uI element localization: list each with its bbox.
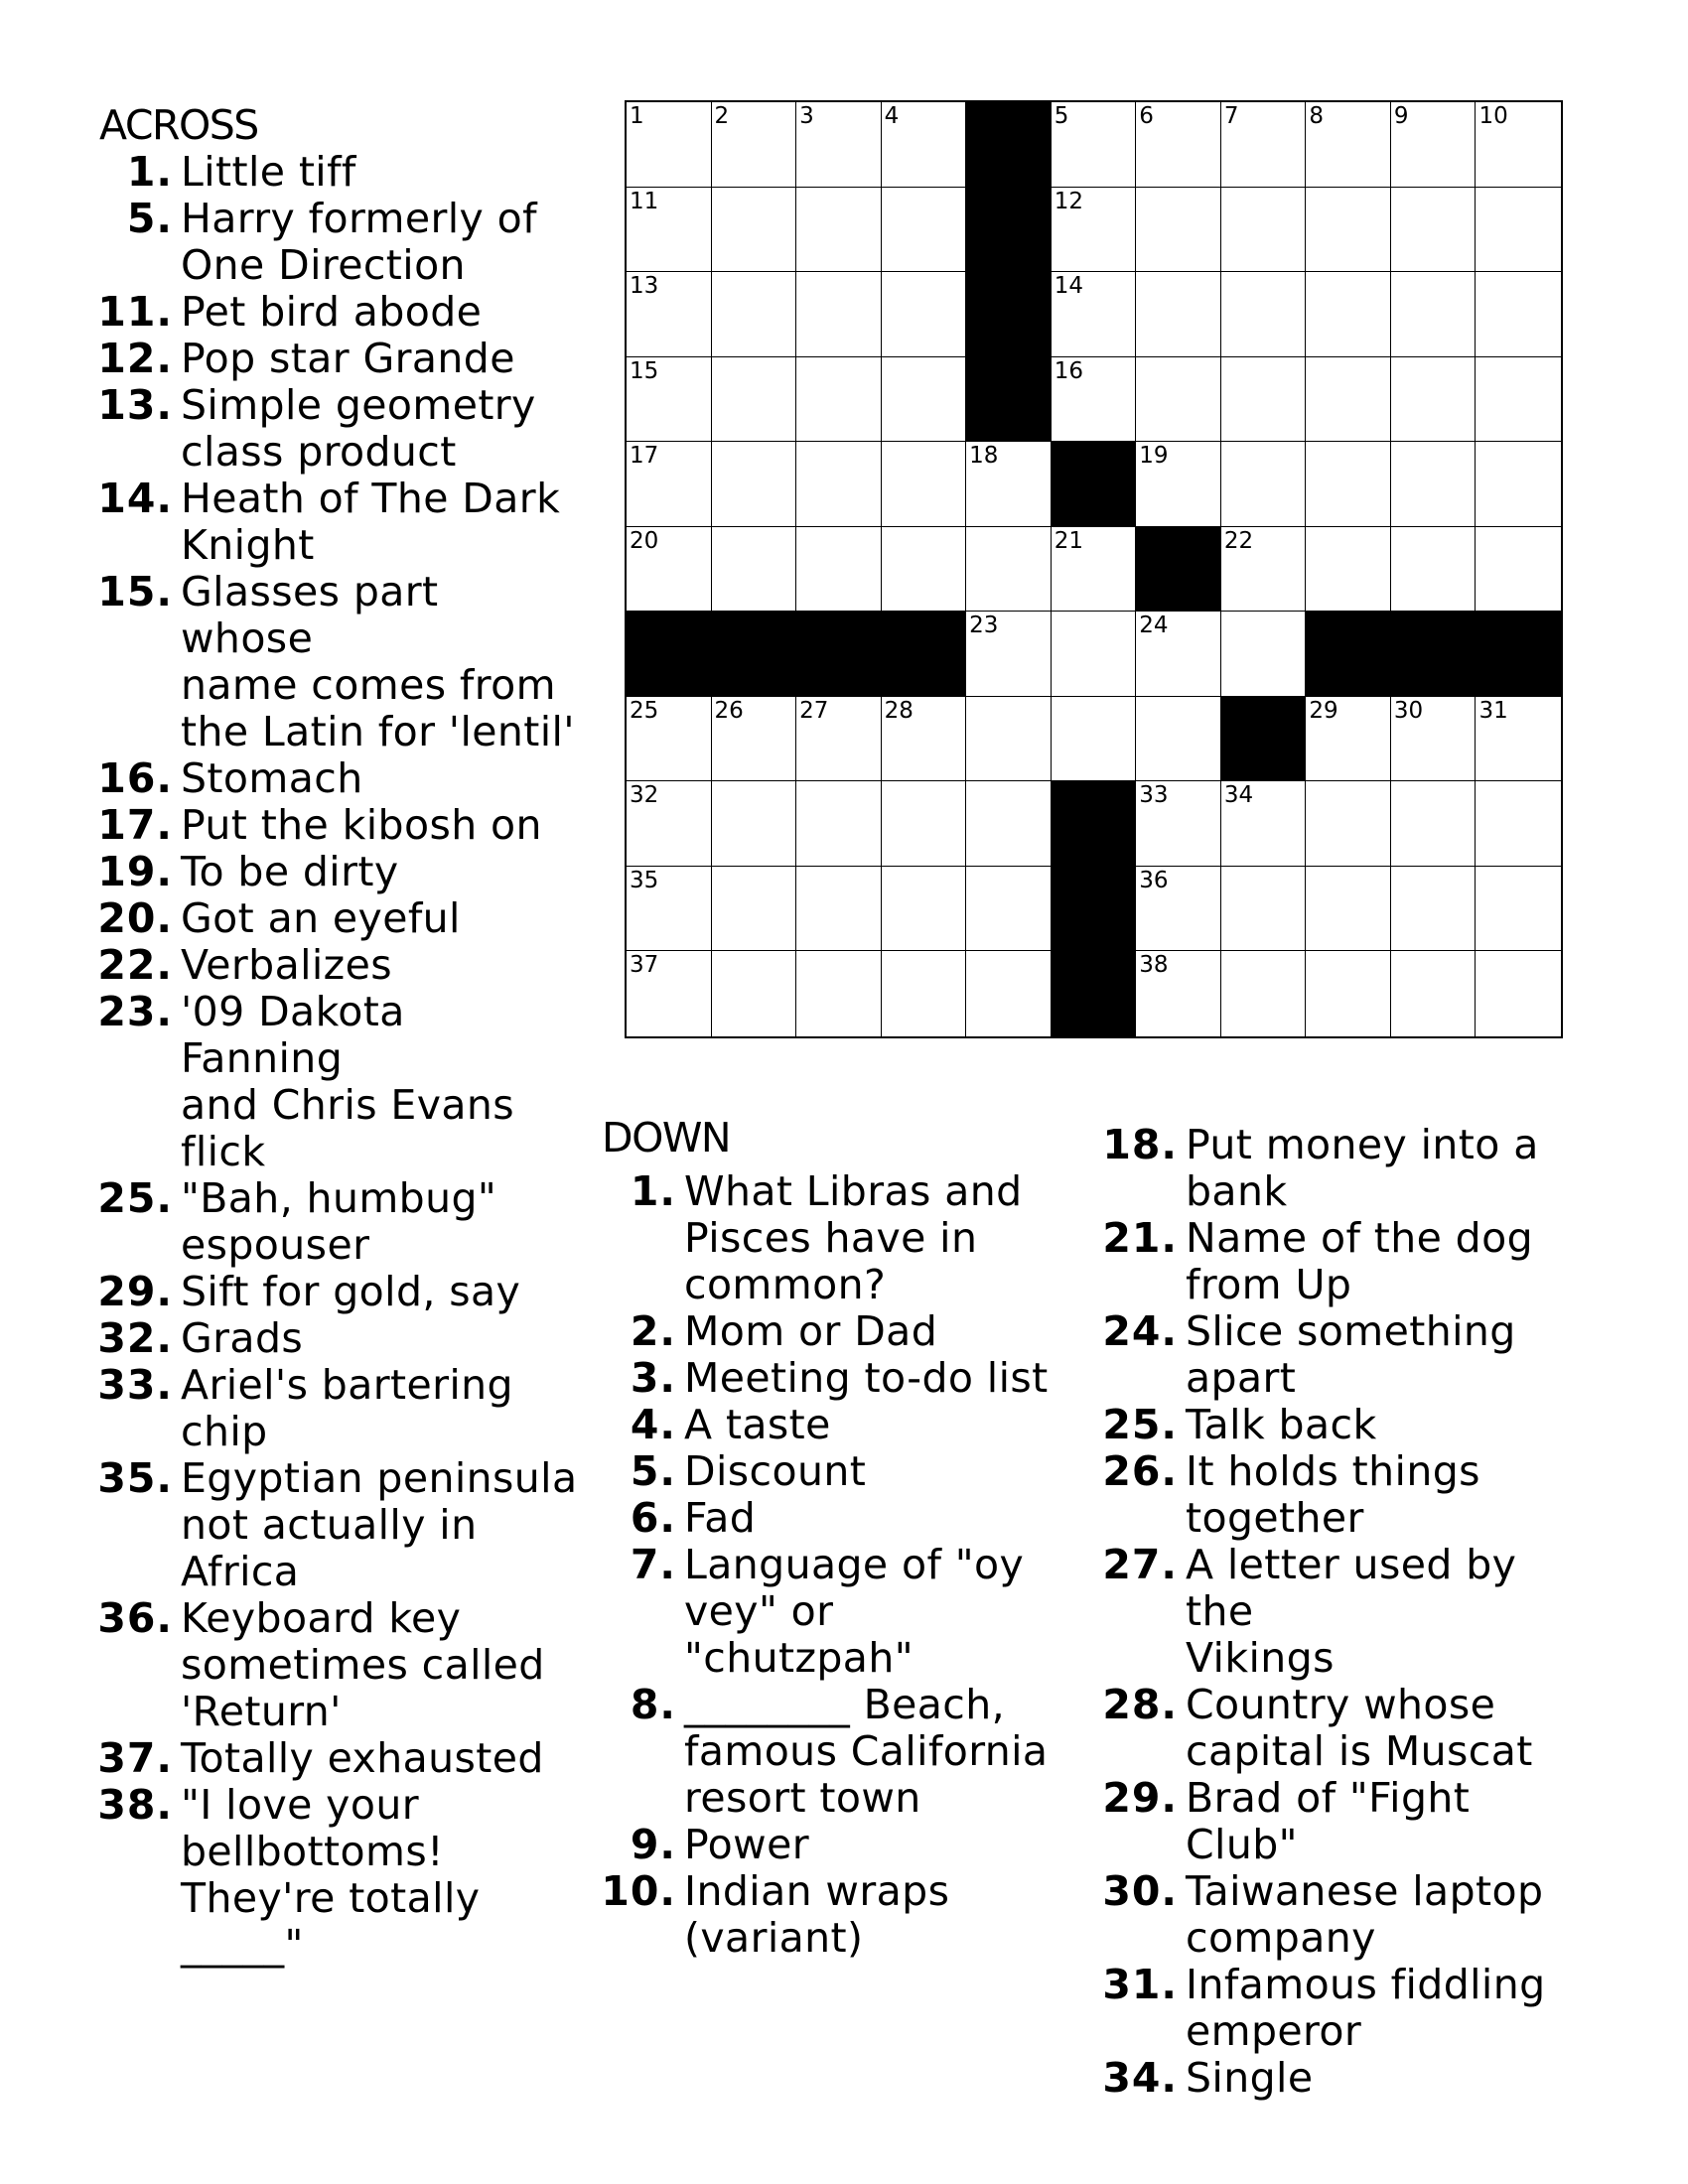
black-square (1136, 527, 1221, 613)
clue-number: 24. (1102, 1307, 1178, 1355)
cell-number: 2 (714, 103, 730, 129)
grid-cell[interactable] (627, 188, 712, 273)
black-square (712, 612, 797, 697)
across-clue (97, 1594, 578, 1735)
down-clue (1102, 1447, 1583, 1542)
cell-number: 25 (630, 697, 659, 724)
grid-cell[interactable] (1221, 951, 1307, 1036)
down-clue (1102, 1961, 1583, 2055)
down-clue-list-left (601, 1167, 1066, 1962)
grid-cell[interactable] (1391, 697, 1477, 782)
black-square (1391, 612, 1477, 697)
down-clue-list-right (1102, 1121, 1583, 2102)
grid-cell[interactable] (712, 272, 797, 357)
cell-number: 21 (1054, 527, 1083, 554)
across-clue (97, 1454, 578, 1595)
grid-cell[interactable] (712, 188, 797, 273)
down-clue (630, 1681, 1066, 1822)
black-square (966, 102, 1052, 188)
clue-text: Totally exhausted (181, 1734, 544, 1782)
down-clue (1102, 1121, 1583, 1215)
grid-cell[interactable] (1476, 951, 1561, 1036)
black-square (1052, 781, 1137, 867)
grid-cell[interactable] (1306, 867, 1391, 952)
cell-number: 5 (1054, 103, 1069, 129)
clue-text: "Bah, humbug" espouser (181, 1174, 497, 1269)
black-square (966, 357, 1052, 443)
across-clue (97, 335, 578, 382)
clue-text: Mom or Dad (684, 1307, 938, 1355)
grid-cell[interactable] (1391, 272, 1477, 357)
clue-number: 22. (97, 941, 173, 989)
across-clue (97, 1361, 578, 1455)
clue-number: 31. (1102, 1961, 1178, 2008)
grid-cell[interactable] (1306, 781, 1391, 867)
black-square (1306, 612, 1391, 697)
clue-text: Discount (684, 1447, 867, 1495)
grid-cell[interactable] (882, 527, 967, 613)
clue-number: 36. (97, 1594, 173, 1642)
grid-cell[interactable] (1136, 102, 1221, 188)
clue-number: 23. (97, 988, 173, 1035)
grid-cell[interactable] (796, 697, 882, 782)
black-square (1052, 442, 1137, 527)
cell-number: 23 (969, 613, 999, 639)
grid-cell[interactable] (627, 781, 712, 867)
grid-cell[interactable] (627, 527, 712, 613)
down-clue (1102, 2054, 1583, 2102)
clue-text: Power (684, 1821, 809, 1868)
cell-number: 14 (1054, 273, 1083, 300)
grid-cell[interactable] (1391, 442, 1477, 527)
grid-cell[interactable] (627, 951, 712, 1036)
across-clue (97, 1734, 578, 1782)
clue-number: 27. (1102, 1541, 1178, 1588)
clue-text: Simple geometry class product (181, 381, 536, 476)
down-clue (630, 1167, 1066, 1308)
cell-number: 30 (1393, 697, 1424, 724)
grid-cell[interactable] (1476, 357, 1561, 443)
down-clue (630, 1447, 1066, 1495)
grid-cell[interactable] (1306, 357, 1391, 443)
across-heading: ACROSS (99, 101, 258, 149)
black-square (1476, 612, 1561, 697)
clue-text: '09 Dakota Fanning and Chris Evans flick (181, 988, 515, 1175)
clue-number: 8. (630, 1681, 676, 1728)
grid-cell[interactable] (1221, 442, 1307, 527)
across-clue (97, 1314, 578, 1362)
grid-cell[interactable] (796, 442, 882, 527)
black-square (1052, 867, 1137, 952)
clue-number: 18. (1102, 1121, 1178, 1168)
grid-cell[interactable] (796, 867, 882, 952)
clue-text: Little tiff (181, 148, 356, 196)
grid-cell[interactable] (1476, 188, 1561, 273)
grid-cell[interactable] (966, 781, 1052, 867)
grid-cell[interactable] (1391, 188, 1477, 273)
clue-number: 14. (97, 475, 173, 522)
grid-cell[interactable] (1136, 188, 1221, 273)
clue-number: 26. (1102, 1447, 1178, 1495)
grid-cell[interactable] (1221, 272, 1307, 357)
down-clue (630, 1541, 1066, 1682)
clue-number: 29. (97, 1268, 173, 1315)
clue-number: 29. (1102, 1774, 1178, 1822)
cell-number: 34 (1223, 782, 1254, 809)
clue-number: 2. (630, 1307, 676, 1355)
clue-number: 21. (1102, 1214, 1178, 1262)
grid-cell[interactable] (712, 867, 797, 952)
clue-number: 7. (630, 1541, 676, 1588)
down-clue (1102, 1307, 1583, 1402)
clue-number: 5. (630, 1447, 676, 1495)
grid-cell[interactable] (712, 527, 797, 613)
black-square (882, 612, 967, 697)
across-clue (97, 1268, 578, 1315)
across-clue-list (97, 148, 578, 1969)
grid-cell[interactable] (627, 442, 712, 527)
down-heading: DOWN (602, 1114, 731, 1161)
cell-number: 11 (630, 188, 659, 214)
clue-text: It holds things together (1186, 1447, 1480, 1542)
cell-number: 12 (1054, 188, 1083, 214)
cell-number: 38 (1139, 952, 1169, 979)
clue-number: 10. (601, 1867, 676, 1915)
grid-cell[interactable] (796, 188, 882, 273)
clue-text: Ariel's bartering chip (181, 1361, 513, 1455)
grid-cell[interactable] (1136, 697, 1221, 782)
black-square (796, 612, 882, 697)
grid-cell[interactable] (1391, 781, 1477, 867)
grid-cell[interactable] (1306, 102, 1391, 188)
grid-cell[interactable] (1306, 951, 1391, 1036)
grid-cell[interactable] (1306, 188, 1391, 273)
grid-cell[interactable] (712, 781, 797, 867)
clue-text: Grads (181, 1314, 304, 1362)
clue-number: 3. (630, 1354, 676, 1402)
cell-number: 26 (714, 697, 744, 724)
clue-text: Pet bird abode (181, 288, 483, 336)
clue-text: Put the kibosh on (181, 801, 542, 849)
black-square (966, 188, 1052, 273)
cell-number: 6 (1139, 103, 1154, 129)
clue-text: Egyptian peninsula not actually in Africa (181, 1454, 578, 1595)
clue-number: 5. (126, 195, 173, 242)
grid-cell[interactable] (712, 102, 797, 188)
cell-number: 8 (1309, 103, 1324, 129)
clue-number: 6. (630, 1494, 676, 1542)
down-clue (1102, 1867, 1583, 1962)
cell-number: 19 (1139, 443, 1169, 470)
clue-text: Sift for gold, say (181, 1268, 521, 1315)
down-clue (1102, 1214, 1583, 1308)
black-square (627, 612, 712, 697)
black-square (1052, 951, 1137, 1036)
grid-cell[interactable] (1136, 442, 1221, 527)
across-clue (97, 941, 578, 989)
across-clue (126, 148, 578, 196)
grid-cell[interactable] (1476, 102, 1561, 188)
down-clue (1102, 1401, 1583, 1448)
grid-cell[interactable] (966, 527, 1052, 613)
grid-cell[interactable] (1221, 188, 1307, 273)
grid-cell[interactable] (1221, 781, 1307, 867)
across-clue (97, 475, 578, 569)
cell-number: 4 (884, 103, 900, 129)
grid-cell[interactable] (796, 781, 882, 867)
grid-cell[interactable] (627, 272, 712, 357)
grid-cell[interactable] (1221, 867, 1307, 952)
grid-cell[interactable] (796, 272, 882, 357)
grid-cell[interactable] (1221, 612, 1307, 697)
across-clue (97, 754, 578, 802)
clue-text: Name of the dog from Up (1186, 1214, 1533, 1308)
clue-number: 16. (97, 754, 173, 802)
cell-number: 36 (1139, 867, 1169, 893)
grid-cell[interactable] (796, 357, 882, 443)
cell-number: 20 (630, 527, 659, 554)
clue-number: 33. (97, 1361, 173, 1409)
clue-text: A letter used by the Vikings (1186, 1541, 1517, 1682)
clue-text: Indian wraps (variant) (684, 1867, 950, 1962)
clue-text: What Libras and Pisces have in common? (684, 1167, 1023, 1308)
grid-cell[interactable] (1391, 867, 1477, 952)
across-clue (97, 988, 578, 1175)
cell-number: 31 (1478, 697, 1508, 724)
grid-cell[interactable] (1306, 697, 1391, 782)
down-clue (1102, 1774, 1583, 1868)
across-clue (97, 1781, 578, 1969)
cell-number: 17 (630, 443, 659, 470)
grid-cell[interactable] (882, 188, 967, 273)
cell-number: 33 (1139, 782, 1169, 809)
cell-number: 13 (630, 273, 659, 300)
grid-cell[interactable] (1221, 102, 1307, 188)
clue-text: Stomach (181, 754, 363, 802)
cell-number: 16 (1054, 357, 1083, 384)
down-clue (630, 1401, 1066, 1448)
grid-cell[interactable] (1306, 442, 1391, 527)
cell-number: 15 (630, 357, 659, 384)
down-clue (1102, 1541, 1583, 1682)
cell-number: 3 (799, 103, 814, 129)
clue-number: 17. (97, 801, 173, 849)
grid-cell[interactable] (712, 951, 797, 1036)
grid-cell[interactable] (882, 357, 967, 443)
grid-cell[interactable] (1476, 781, 1561, 867)
cell-number: 1 (630, 103, 644, 129)
cell-number: 27 (799, 697, 829, 724)
clue-number: 32. (97, 1314, 173, 1362)
across-clue (126, 195, 578, 289)
grid-cell[interactable] (882, 951, 967, 1036)
grid-cell[interactable] (966, 697, 1052, 782)
clue-text: Talk back (1186, 1401, 1377, 1448)
grid-cell[interactable] (1136, 781, 1221, 867)
grid-cell[interactable] (1476, 527, 1561, 613)
grid-cell[interactable] (712, 357, 797, 443)
clue-text: Infamous fiddling emperor (1186, 1961, 1546, 2055)
grid-cell[interactable] (882, 697, 967, 782)
grid-cell[interactable] (882, 442, 967, 527)
grid-cell[interactable] (627, 697, 712, 782)
grid-cell[interactable] (1052, 357, 1137, 443)
grid-cell[interactable] (966, 612, 1052, 697)
across-clue (97, 894, 578, 942)
clue-text: Single (1186, 2054, 1314, 2102)
grid-cell[interactable] (882, 272, 967, 357)
grid-cell[interactable] (1136, 867, 1221, 952)
clue-text: Harry formerly of One Direction (181, 195, 537, 289)
grid-cell[interactable] (1052, 697, 1137, 782)
clue-text: Country whose capital is Muscat (1186, 1681, 1533, 1775)
clue-number: 37. (97, 1734, 173, 1782)
grid-cell[interactable] (796, 527, 882, 613)
grid-cell[interactable] (1221, 357, 1307, 443)
cell-number: 24 (1139, 613, 1169, 639)
clue-text: "I love your bellbottoms! They're totally _____" (181, 1781, 481, 1969)
across-clue (97, 381, 578, 476)
clue-text: Language of "oy vey" or "chutzpah" (684, 1541, 1025, 1682)
grid-cell[interactable] (1391, 527, 1477, 613)
grid-cell[interactable] (1306, 272, 1391, 357)
clue-text: Got an eyeful (181, 894, 461, 942)
grid-cell[interactable] (1052, 612, 1137, 697)
grid-cell[interactable] (1391, 102, 1477, 188)
clue-text: To be dirty (181, 848, 399, 895)
grid-cell[interactable] (966, 867, 1052, 952)
clue-number: 28. (1102, 1681, 1178, 1728)
grid-cell[interactable] (1136, 612, 1221, 697)
down-clue (1102, 1681, 1583, 1775)
cell-number: 32 (630, 782, 659, 809)
clue-text: Verbalizes (181, 941, 392, 989)
cell-number: 28 (884, 697, 914, 724)
clue-text: Meeting to-do list (684, 1354, 1049, 1402)
clue-text: Heath of The Dark Knight (181, 475, 561, 569)
clue-number: 1. (630, 1167, 676, 1215)
grid-cell[interactable] (712, 442, 797, 527)
cell-number: 9 (1393, 103, 1409, 129)
grid-cell[interactable] (1476, 867, 1561, 952)
grid-cell[interactable] (1391, 357, 1477, 443)
clue-number: 19. (97, 848, 173, 895)
cell-number: 37 (630, 952, 659, 979)
grid-cell[interactable] (627, 357, 712, 443)
grid-cell[interactable] (796, 951, 882, 1036)
clue-text: Put money into a bank (1186, 1121, 1539, 1215)
clue-number: 1. (126, 148, 173, 196)
clue-number: 25. (1102, 1401, 1178, 1448)
clue-number: 38. (97, 1781, 173, 1829)
clue-text: Keyboard key sometimes called 'Return' (181, 1594, 545, 1735)
clue-number: 12. (97, 335, 173, 382)
across-clue (97, 801, 578, 849)
clue-number: 34. (1102, 2054, 1178, 2102)
down-clue (601, 1867, 1066, 1962)
clue-text: ________ Beach, famous California resort town (684, 1681, 1049, 1822)
clue-number: 25. (97, 1174, 173, 1222)
grid-cell[interactable] (1391, 951, 1477, 1036)
black-square (1221, 697, 1307, 782)
grid-cell[interactable] (1136, 951, 1221, 1036)
grid-cell[interactable] (882, 867, 967, 952)
grid-cell[interactable] (882, 781, 967, 867)
clue-text: Taiwanese laptop company (1186, 1867, 1544, 1962)
grid-cell[interactable] (882, 102, 967, 188)
clue-text: Pop star Grande (181, 335, 515, 382)
grid-cell[interactable] (966, 442, 1052, 527)
cell-number: 35 (630, 867, 659, 893)
grid-cell[interactable] (712, 697, 797, 782)
cell-number: 7 (1223, 103, 1239, 129)
across-clue (97, 568, 578, 755)
cell-number: 22 (1223, 527, 1254, 554)
clue-number: 13. (97, 381, 173, 429)
clue-number: 11. (97, 288, 173, 336)
clue-number: 9. (630, 1821, 676, 1868)
grid-cell[interactable] (1052, 527, 1137, 613)
grid-cell[interactable] (1052, 272, 1137, 357)
clue-text: Glasses part whose name comes from the Latin for 'lentil' (181, 568, 575, 755)
down-clue (630, 1307, 1066, 1355)
grid-cell[interactable] (1476, 697, 1561, 782)
grid-cell[interactable] (1306, 527, 1391, 613)
clue-text: A taste (684, 1401, 831, 1448)
grid-cell[interactable] (1476, 442, 1561, 527)
clue-number: 35. (97, 1454, 173, 1502)
across-clue (97, 1174, 578, 1269)
grid-cell[interactable] (796, 102, 882, 188)
clue-text: Fad (684, 1494, 757, 1542)
clue-text: Brad of "Fight Club" (1186, 1774, 1483, 1868)
grid-cell[interactable] (627, 102, 712, 188)
cell-number: 18 (969, 443, 999, 470)
clue-number: 4. (630, 1401, 676, 1448)
grid-cell[interactable] (1476, 272, 1561, 357)
down-clue (630, 1494, 1066, 1542)
clue-number: 30. (1102, 1867, 1178, 1915)
down-clue (630, 1354, 1066, 1402)
down-clue (630, 1821, 1066, 1868)
grid-cell[interactable] (1136, 357, 1221, 443)
grid-cell[interactable] (627, 867, 712, 952)
grid-cell[interactable] (1052, 102, 1137, 188)
black-square (966, 272, 1052, 357)
cell-number: 29 (1309, 697, 1338, 724)
clue-text: Slice something apart (1186, 1307, 1516, 1402)
across-clue (97, 288, 578, 336)
cell-number: 10 (1478, 103, 1508, 129)
clue-number: 15. (97, 568, 173, 615)
clue-number: 20. (97, 894, 173, 942)
grid-cell[interactable] (1136, 272, 1221, 357)
grid-cell[interactable] (966, 951, 1052, 1036)
grid-cell[interactable] (1221, 527, 1307, 613)
crossword-grid (625, 100, 1563, 1038)
across-clue (97, 848, 578, 895)
grid-cell[interactable] (1052, 188, 1137, 273)
